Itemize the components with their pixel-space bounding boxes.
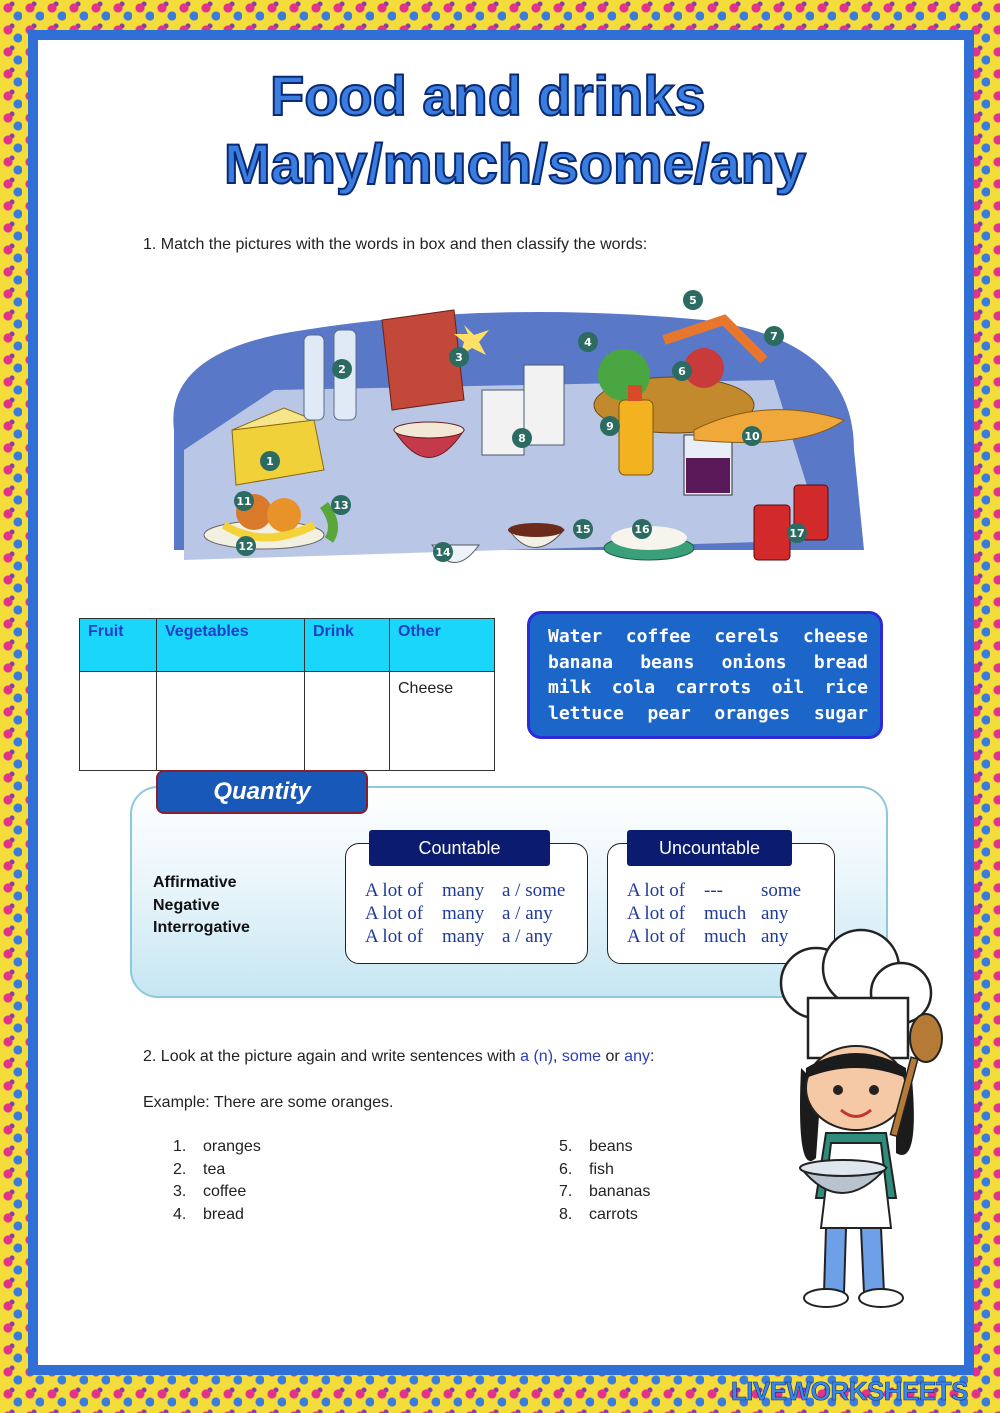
countable-row (365, 879, 582, 902)
word-row (548, 650, 868, 676)
item-number: 4. (173, 1206, 187, 1224)
number-marker-11 (234, 491, 254, 511)
glass-icon (684, 435, 732, 495)
word-cola[interactable]: cola (611, 677, 656, 698)
instruction-text: 2. Look at the picture again and write sentences with (143, 1048, 521, 1065)
cell: any (761, 903, 789, 924)
label-interrogative: Interrogative (153, 919, 250, 936)
number-marker-10 (742, 426, 762, 446)
item-word: oranges (203, 1138, 261, 1155)
number-marker-4-label: 4 (584, 336, 592, 349)
number-marker-14-label: 14 (435, 546, 451, 559)
word-oil[interactable]: oil (771, 677, 805, 698)
item-number: 7. (559, 1183, 573, 1201)
cell-fruit[interactable] (80, 672, 157, 771)
number-marker-7 (764, 326, 784, 346)
cell: a / any (502, 903, 553, 924)
exercise2-instruction (143, 1048, 654, 1066)
number-marker-6 (672, 361, 692, 381)
word-rice[interactable]: rice (824, 677, 868, 698)
cell-other[interactable]: Cheese (390, 672, 495, 771)
number-marker-12 (236, 536, 256, 556)
uncountable-row (627, 879, 821, 902)
instruction-end: : (649, 1048, 655, 1065)
cell: A lot of (627, 880, 686, 901)
cell: much (704, 903, 747, 924)
number-marker-16 (632, 519, 652, 539)
food-illustration (164, 280, 864, 580)
cell: some (761, 880, 802, 901)
option-a-n: a (n) (520, 1048, 554, 1065)
number-marker-8-label: 8 (518, 432, 526, 445)
option-some: some (561, 1048, 602, 1065)
number-marker-14 (433, 542, 453, 562)
word-milk[interactable]: milk (548, 677, 592, 698)
word-sugar[interactable]: sugar (813, 702, 868, 724)
number-marker-4 (578, 332, 598, 352)
number-marker-9 (600, 416, 620, 436)
number-marker-13 (331, 495, 351, 515)
number-marker-1-label: 1 (266, 455, 274, 468)
cell: A lot of (627, 926, 686, 947)
cell: A lot of (365, 926, 424, 947)
list-item[interactable] (173, 1136, 261, 1159)
word-water[interactable]: Water (548, 626, 603, 647)
right-leg (861, 1228, 884, 1293)
number-marker-5-label: 5 (689, 294, 697, 307)
word-row (548, 701, 868, 727)
word-cerels[interactable]: cerels (714, 626, 780, 647)
word-row (548, 624, 868, 650)
number-marker-8 (512, 428, 532, 448)
header-vegetables: Vegetables (157, 619, 305, 672)
number-marker-5 (683, 290, 703, 310)
cell: many (442, 903, 485, 924)
item-number: 1. (173, 1138, 187, 1155)
item-word: bread (203, 1206, 244, 1224)
number-marker-6-label: 6 (678, 365, 686, 378)
header-fruit: Fruit (80, 619, 157, 672)
item-word: beans (589, 1138, 633, 1155)
countable-row (365, 925, 582, 948)
number-marker-3-label: 3 (455, 351, 463, 364)
word-beans[interactable]: beans (640, 651, 695, 673)
uncountable-title: Uncountable (627, 830, 792, 866)
list-item[interactable] (173, 1159, 261, 1182)
cell: --- (704, 880, 723, 901)
word-pear[interactable]: pear (647, 702, 691, 724)
word-bread[interactable]: bread (813, 651, 868, 673)
list-item[interactable] (173, 1181, 261, 1204)
separator: , (553, 1048, 562, 1065)
number-marker-12-label: 12 (238, 540, 254, 553)
number-marker-10-label: 10 (744, 430, 760, 443)
number-marker-15-label: 15 (575, 523, 591, 536)
word-oranges[interactable]: oranges (714, 702, 791, 724)
number-marker-2 (332, 359, 352, 379)
option-any: any (624, 1048, 650, 1065)
number-marker-16-label: 16 (634, 523, 650, 536)
item-word: tea (203, 1160, 226, 1178)
header-other: Other (390, 619, 495, 672)
left-leg (824, 1228, 846, 1293)
header-drink: Drink (305, 619, 390, 672)
cell: any (761, 926, 789, 947)
chef-girl-illustration (746, 928, 956, 1308)
item-word: coffee (203, 1183, 247, 1201)
countable-rows (365, 879, 582, 948)
item-number: 2. (173, 1160, 187, 1178)
number-marker-9-label: 9 (606, 420, 614, 433)
word-list-right (559, 1136, 650, 1227)
item-number: 6. (559, 1160, 573, 1178)
item-number: 3. (173, 1183, 187, 1201)
uncountable-row (627, 902, 821, 925)
cell: A lot of (365, 880, 424, 901)
cell: a / some (502, 880, 566, 901)
cell: much (704, 926, 747, 947)
word-row (548, 675, 868, 701)
label-affirmative: Affirmative (153, 874, 237, 891)
number-marker-7-label: 7 (770, 330, 778, 343)
list-item[interactable] (559, 1136, 650, 1159)
list-item[interactable] (559, 1204, 650, 1227)
countable-row (365, 902, 582, 925)
sentence-type-labels (153, 872, 250, 940)
number-marker-13-label: 13 (333, 499, 349, 512)
label-negative: Negative (153, 896, 220, 914)
cell: many (442, 880, 485, 901)
exercise1-instruction: 1. Match the pictures with the words in box and then classify the words: (143, 236, 648, 253)
number-marker-2-label: 2 (338, 363, 346, 376)
number-marker-17-label: 17 (789, 527, 805, 540)
item-number: 5. (559, 1138, 573, 1155)
chef-hat-icon (781, 930, 931, 1058)
title-line-2: Many/much/some/any (224, 132, 806, 195)
item-word: carrots (589, 1206, 638, 1224)
word-coffee[interactable]: coffee (625, 626, 691, 647)
cell-drink[interactable] (305, 672, 390, 771)
number-marker-11-label: 11 (236, 495, 252, 508)
example-sentence: Example: There are some oranges. (143, 1094, 394, 1111)
cell: A lot of (365, 903, 424, 924)
cell: many (442, 926, 485, 947)
quantity-title: Quantity (156, 770, 368, 814)
countable-title: Countable (369, 830, 550, 866)
liveworksheets-logo[interactable]: LIVEWORKSHEETS (730, 1376, 968, 1406)
word-lettuce[interactable]: lettuce (548, 702, 624, 724)
separator: or (601, 1048, 625, 1065)
right-shoe (859, 1289, 903, 1307)
word-onions[interactable]: onions (721, 651, 787, 673)
word-box (527, 611, 883, 739)
number-marker-3 (449, 347, 469, 367)
item-number: 8. (559, 1206, 573, 1224)
item-word: bananas (589, 1183, 651, 1201)
number-marker-15 (573, 519, 593, 539)
cell-vegetables[interactable] (157, 672, 305, 771)
word-cheese[interactable]: cheese (802, 626, 868, 647)
list-item[interactable] (173, 1204, 261, 1227)
title-line-1: Food and drinks (270, 64, 706, 127)
word-list-left (173, 1136, 261, 1227)
item-word: fish (589, 1160, 614, 1178)
cell: A lot of (627, 903, 686, 924)
word-carrots[interactable]: carrots (675, 677, 752, 698)
list-item[interactable] (559, 1181, 650, 1204)
number-marker-17 (787, 523, 807, 543)
word-banana[interactable]: banana (548, 651, 614, 673)
cell: a / any (502, 926, 553, 947)
number-marker-1 (260, 451, 280, 471)
left-shoe (804, 1289, 848, 1307)
classification-table (79, 618, 495, 771)
list-item[interactable] (559, 1159, 650, 1182)
